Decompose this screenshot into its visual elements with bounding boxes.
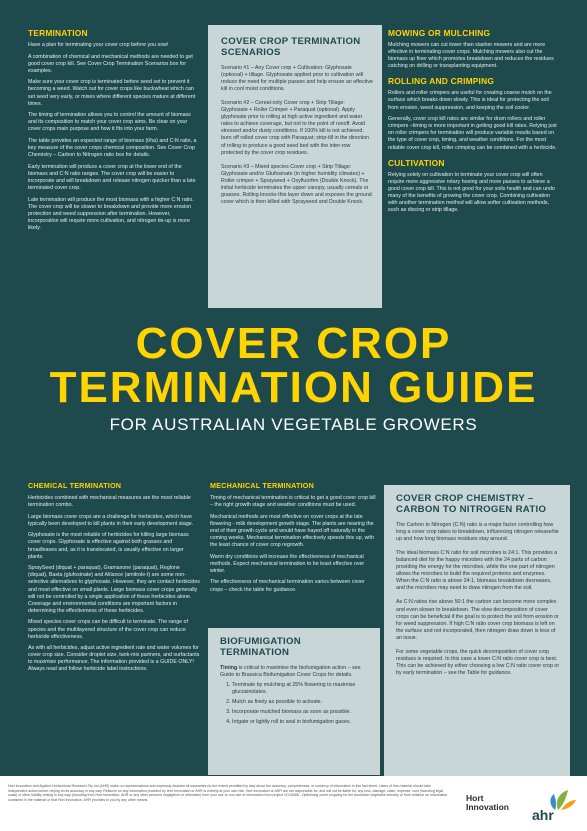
termination-section — [28, 28, 198, 237]
cultivation-heading: CULTIVATION — [388, 157, 445, 168]
hero-title-block — [0, 319, 587, 436]
biofumigation-heading: BIOFUMIGATION TERMINATION — [220, 636, 301, 658]
mechanical-p1: Timing of mechanical termination is critical to get a good cover crop kill – the right growth stage and weather conditions must be used. — [210, 495, 376, 509]
mechanical-p2: Mechanical methods are most effective on cover crops at the late flowering - milk development growth stage. The plants are nearing the end of their growth cycle and would have hayed off naturally in the coming weeks. Mechanical termination effectively speeds this up, with the least chance of cover crop regrowth. — [210, 513, 374, 549]
biofumigation-step-1: 1. Terminate by mulching at 25% flowering to maximise glucosinolates. — [232, 682, 370, 696]
biofumigation-box — [208, 628, 380, 775]
ahr-leaf-icon — [528, 788, 578, 824]
scenario-2: Scenario #2 – Cereal-only Cover crop + Strip Tillage: Glyphosate + Roller Crimper + Paraquat (optional). Apply glyphosate prior to rolling at high active ingredient and water rates to achieve coverage, but not to the point of runoff. Avoid stressed and/or dusty conditions. If 100% kill is not achieved, burn off rolled cover crop with Paraquat; strip-till in the direction of rolling to produce a good seed bed with the inter-row protected by the cover crop residues. — [221, 99, 369, 156]
chemistry-heading: COVER CROP CHEMISTRY – CARBON TO NITROGEN RATIO — [396, 493, 547, 515]
rolling-p2: Generally, cover crop kill rates are similar for drum rollers and roller crimpers –timing is more important in getting good kill rates. Relying just on roller crimpers for termination will produce variable results based on the type of cover crop, timing, and weather conditions. For the most reliable cover crop kill, roller crimping can be combined with a herbicide. — [388, 116, 557, 151]
chemical-heading: CHEMICAL TERMINATION — [28, 481, 122, 490]
cn-ratio-box — [384, 485, 570, 776]
chemistry-p2: The ideal biomass C:N ratio for soil microbes is 24:1. This provides a balanced diet for the happy microbes with the 24 parts of carbon providing the energy for the microbes, while the one part of nitrogen allows the microbes to build the required proteins and enzymes. When the C:N ratio is above 24:1, biomass breakdown decreases, and the microbes may need to draw nitrogen from the soil. — [396, 549, 558, 592]
hort-logo-line2: Innovation — [466, 802, 509, 812]
chemical-p4: SpraySeed (diquat + paraquat), Gramaxone (paraquat), Reglone (diquat), Basta (glufosinate) and Alliance (amitrole-t) are some non-selective alternatives to glyphosate. However, they are contact herbicides and most effective on small plants. Large biomass cover crops generally will not be controlled by a single application of these herbicides alone. Coverage and environmental conditions are important factors in determining the effectiveness of these herbicides. — [28, 565, 200, 614]
chemical-p3: Glyphosate is the most reliable of herbicides for killing large biomass cover crops. Glyphosate is effective against both grasses and broadleaves and, as it is translocated, is usually effective on larger plants. — [28, 532, 189, 560]
chemical-termination-section — [28, 481, 200, 678]
hort-innovation-logo — [466, 793, 509, 818]
chemical-p1: Herbicides combined with mechanical measures are the most reliable termination combo. — [28, 495, 191, 509]
mechanical-p4: The effectiveness of mechanical termination varies between cover crops – check the table for guidance. — [210, 579, 365, 593]
mechanical-p3: Warm dry conditions will increase the effectiveness of mechanical methods. Expect mechanical termination to be least effective over winter. — [210, 553, 365, 574]
termination-heading: TERMINATION — [28, 28, 88, 38]
mowing-p1: Mulching mowers can cut lower than slasher mowers and are more effective in terminating cover crops. Mulching mowers also cut the biomass up finer which promotes breakdown and reduces the residues catching on drilling or transplanting equipment. — [388, 42, 554, 70]
rolling-p1: Rollers and roller crimpers are useful for creating coarse mulch on the surface which breaks down slowly. This is ideal for protecting the soil from erosion, weed suppression, and keeping the soil cooler. — [388, 90, 552, 111]
chemical-p5: Mixed species cover crops can be difficult to terminate. The range of species and the multilayered structure of the cover crop can reduce herbicide effectiveness. — [28, 619, 188, 640]
termination-p5: The table provides an expected range of biomass (t/ha) and C:N ratio, a key measure of the cover crops chemical composition. See Cover Crop Chemistry – Carbon to Nitrogen ratio box for details. — [28, 138, 197, 159]
chemical-p6: As with all herbicides, adjust active ingredient rate and water volumes for cover crop size. Consider droplet size, tank-mix partners, and surfactants to maximise performance. The information provided is a GUIDE ONLY! Always read and follow herbicide label instructions. — [28, 645, 200, 673]
biofumigation-steps — [220, 682, 370, 726]
scenario-3: Scenario #3 – Mixed species Cover crop + Strip Tillage: Glyphosate and/or Glufosinate (in higher humidity climates) + Roller crimper + Sprayseed + Oxyfluorfen (Double Knock). The initial herbicide terminates the upper canopy, usually cereals or grasses. Rolling knocks this layer down and exposes the ground cover which is then killed with Sprayseed and Double Knock. — [221, 163, 372, 206]
biofumigation-step-2: 2. Mulch as finely as possible to activate. — [232, 699, 370, 706]
hero-title-line1: COVER CROP — [135, 319, 452, 368]
termination-p1: Have a plan for terminating your cover crop before you sow! — [28, 42, 169, 48]
chemistry-p1: The Carbon to Nitrogen (C:N) ratio is a major factor controlling how long a cover crop takes to breakdown, influencing nitrogen release/tie up and how long biomass residues stay around. — [396, 521, 559, 542]
termination-p7: Late termination will produce the most biomass with a higher C:N ratio. The cover crop will be slower to breakdown and provide more erosion protection and weed suppression after termination. However, incorporation will require more cultivation, and nitrogen tie-up is more likely. — [28, 196, 194, 232]
termination-p6: Early termination will produce a cover crop at the lower end of the biomass and C:N ratio ranges. The cover crop will be easier to incorporate and will breakdown and release nitrogen quicker than a late terminated cover crop. — [28, 163, 196, 192]
mowing-heading: MOWING OR MULCHING — [388, 28, 491, 38]
rolling-heading: ROLLING AND CRIMPING — [388, 76, 495, 87]
biofumigation-step-4: 4. Irrigate or lightly roll to seal in biofumigation gases. — [232, 719, 370, 726]
mechanical-heading: MECHANICAL TERMINATION — [210, 481, 314, 490]
biofumigation-intro-text: is critical to maximise the biofumigation action – see Guide to Brassica Biofumigation Cover Crops for details. — [220, 664, 361, 678]
cultivation-p1: Relying solely on cultivation to terminate your cover crop will often require more aggressive rotary hoeing and more passes to achieve a good cover crop kill. This is not good for your soils health and can undo many of the benefits of growing the cover crop. Combining cultivation with another termination method will allow softer cultivation methods, such as discing or strip tillage. — [388, 171, 555, 214]
chemical-p2: Large biomass cover crops are a challenge for herbicides, which have typically been developed to kill plants in their early development stage. — [28, 513, 194, 527]
hort-logo-line1: Hort — [466, 793, 484, 803]
ahr-logo — [528, 788, 578, 824]
chemistry-p4: For some vegetable crops, the quick decomposition of cover crop residues is required. In this case a lower C:N ratio cover crop is best. This can be achieved by either choosing a low C:N ratio cover crop or by early termination – see the Table for guidance. — [396, 649, 560, 677]
biofumigation-step-3: 3. Incorporate mulched biomass as soon as possible. — [232, 709, 370, 716]
scenarios-heading: COVER CROP TERMINATION SCENARIOS — [221, 36, 361, 58]
termination-p4: The timing of termination allows you to control the amount of biomass and its composition to match your cover crop aims. Be clear on your cover crops main purpose and how it fits into your farm. — [28, 112, 191, 133]
termination-p2: A combination of chemical and mechanical methods are needed to get good cover crop kill. See Cover Crop Termination Scenarios box for examples. — [28, 53, 193, 74]
hero-title-line2: TERMINATION GUIDE — [49, 363, 538, 412]
mechanical-termination-section — [210, 481, 376, 598]
ahr-logo-text: ahr — [532, 807, 554, 823]
biofumigation-intro — [220, 665, 370, 679]
footer-bar — [0, 776, 587, 831]
chemistry-p3: As C:N ratios rise above 50:1 the carbon can become more complex and even slower to breakdown. The slow decomposition of cover crops can be beneficial if the goal is to protect the soil from erosion or for weed suppression. If high C:N ratio cover crop biomass is left on the surface and not incorporated, then nitrogen draw down is less of an issue. — [396, 599, 559, 641]
right-methods-column — [388, 28, 560, 219]
scenario-1: Scenario #1 – Any Cover crop + Cultivation: Glyphosate (optional) + tillage. Glyphosate applied prior to cultivation will reduce the need for multiple passes and help ensure an effective kill in cool moist conditions. — [221, 64, 373, 92]
hero-subtitle: FOR AUSTRALIAN VEGETABLE GROWERS — [109, 415, 478, 434]
legal-disclaimer: Hort Innovation and Applied Horticultural Research Pty Ltd (AHR) make no representations and expressly disclaim all warranties (to the extent permitted by law) about the accuracy, completeness, or currency of information in this fact sheet. Users of this material should take independent action before relying on its accuracy in any way. Reliance on any information provided by Hort Innovation or AHR is entirely at your own risk. Hort Innovation or AHR are not responsible for, and will not be liable for, any loss, damage, claim, expense, cost (including legal costs) or other liability arising in any way (including from Hort Innovation, AHR or any other person's negligence or otherwise) from your use or non-use of information from project VG16068 - Optimising cover cropping for the Australian vegetable industry or from reliance on information contained in the material or that Hort Innovation, AHR provides to you by any other means. — [8, 784, 448, 802]
biofumigation-intro-bold: Timing — [220, 664, 238, 671]
termination-p3: Make sure your cover crop is terminated before seed set to prevent it becoming a weed. Watch out for cover crops like buckwheat which can set seed very early, or mixes where different species mature at different times. — [28, 79, 196, 107]
termination-scenarios-box — [208, 25, 382, 308]
